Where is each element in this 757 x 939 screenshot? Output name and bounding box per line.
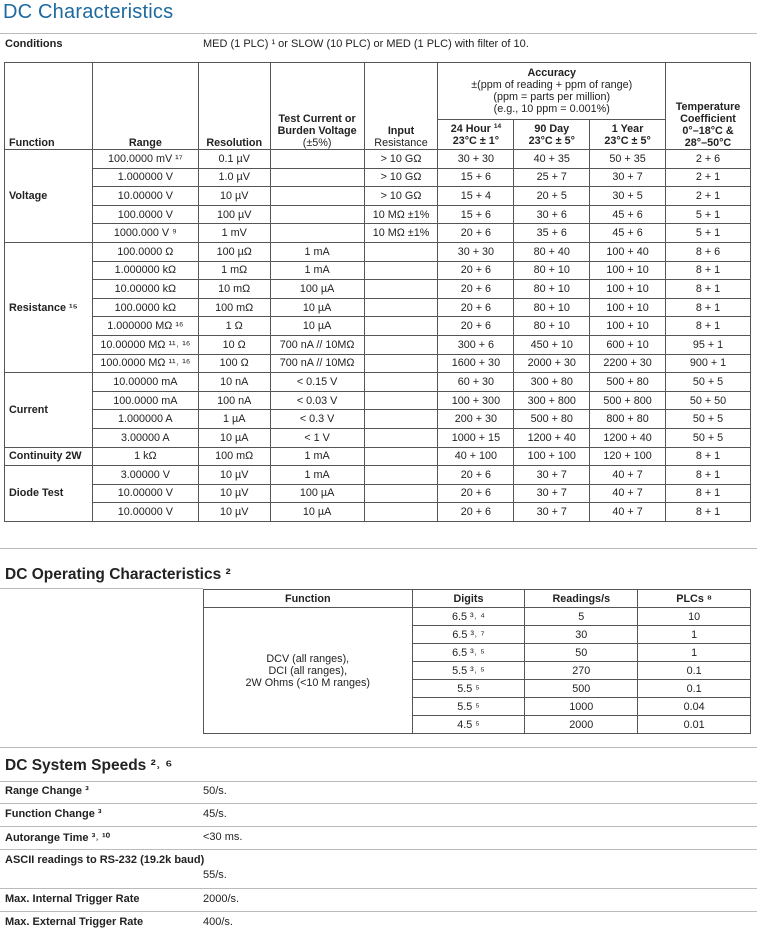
table-cell: 10.00000 V [92, 503, 198, 522]
table-cell: 10 MΩ ±1% [364, 205, 438, 224]
table-cell: 0.1 [638, 680, 751, 698]
table-cell [364, 317, 438, 336]
table-cell: 8 + 1 [666, 484, 751, 503]
function-cell: Resistance ¹⁵ [5, 242, 93, 372]
table-cell: 300 + 6 [438, 335, 514, 354]
table-cell: 10 µV [198, 484, 270, 503]
table-cell [364, 503, 438, 522]
table-cell: 50 [525, 644, 638, 662]
table-cell: 100 + 10 [590, 317, 666, 336]
table-cell: 50 + 35 [590, 150, 666, 169]
header-range: Range [92, 63, 198, 150]
speed-value: <30 ms. [203, 831, 243, 843]
divider [0, 849, 757, 850]
table-cell: 20 + 6 [438, 317, 514, 336]
table-cell: 15 + 6 [438, 205, 514, 224]
table-cell: 100 nA [198, 391, 270, 410]
table-row [5, 317, 751, 336]
table-cell: 900 + 1 [666, 354, 751, 373]
speed-label: Autorange Time ³˒ ¹⁰ [5, 832, 111, 844]
table-row [5, 335, 751, 354]
table-row [5, 242, 751, 261]
table-cell: 1000 [525, 698, 638, 716]
table-cell: 1 mΩ [198, 261, 270, 280]
table-cell: 100.0000 kΩ [92, 298, 198, 317]
table-cell: 10.00000 V [92, 484, 198, 503]
table-cell: 1 µA [198, 410, 270, 429]
conditions-value: MED (1 PLC) ¹ or SLOW (10 PLC) or MED (1 PLC) with filter of 10. [203, 38, 529, 50]
table-cell: 30 + 7 [514, 503, 590, 522]
table-cell: 200 + 30 [438, 410, 514, 429]
table-cell: 1 Ω [198, 317, 270, 336]
table-row [5, 280, 751, 299]
table-cell: 2000 [525, 716, 638, 734]
table-cell: 30 + 30 [438, 242, 514, 261]
table-cell [270, 224, 364, 243]
speed-label: Max. External Trigger Rate [5, 916, 144, 928]
speed-value: 400/s. [203, 916, 233, 928]
table-cell: 10 µV [198, 187, 270, 206]
table-row [5, 205, 751, 224]
table-cell: 30 + 7 [514, 466, 590, 485]
table-cell: 60 + 30 [438, 373, 514, 392]
table-cell: 100.0000 mV ¹⁷ [92, 150, 198, 169]
divider [0, 588, 203, 589]
table-cell [364, 466, 438, 485]
speed-label: Range Change ³ [5, 785, 89, 797]
table-row [5, 298, 751, 317]
table-cell: 100.0000 MΩ ¹¹˒ ¹⁶ [92, 354, 198, 373]
table-cell: 30 + 6 [514, 205, 590, 224]
table-row [204, 608, 751, 626]
table-cell: 80 + 10 [514, 317, 590, 336]
table-cell: 2200 + 30 [590, 354, 666, 373]
table-cell: 100 µA [270, 280, 364, 299]
table-cell: > 10 GΩ [364, 168, 438, 187]
table-cell: 100 Ω [198, 354, 270, 373]
table-cell: 800 + 80 [590, 410, 666, 429]
table-cell: 8 + 1 [666, 298, 751, 317]
table-cell: 80 + 10 [514, 280, 590, 299]
speed-label: Function Change ³ [5, 808, 102, 820]
table-cell: 8 + 1 [666, 317, 751, 336]
header-test-current: Test Current or Burden Voltage (±5%) [270, 63, 364, 150]
table-row [5, 466, 751, 485]
table-cell: 10 µA [270, 503, 364, 522]
table-cell: 35 + 6 [514, 224, 590, 243]
function-cell: Voltage [5, 150, 93, 243]
divider [0, 781, 757, 782]
table-cell: 10 µV [198, 503, 270, 522]
table-cell: 8 + 6 [666, 242, 751, 261]
table-cell: 1000 + 15 [438, 428, 514, 447]
table-cell: 600 + 10 [590, 335, 666, 354]
table-cell: 100 + 100 [514, 447, 590, 466]
table-cell: 1 mA [270, 261, 364, 280]
table-cell: 1 mA [270, 242, 364, 261]
table-cell: 40 + 35 [514, 150, 590, 169]
table-cell: 40 + 7 [590, 466, 666, 485]
table-cell: 20 + 6 [438, 224, 514, 243]
operating-body [204, 608, 751, 734]
table-cell: 100 mΩ [198, 447, 270, 466]
page-title: DC Characteristics [3, 1, 174, 23]
table-cell: 30 + 7 [590, 168, 666, 187]
table-cell: 1.000000 A [92, 410, 198, 429]
conditions-label: Conditions [5, 38, 63, 50]
table-row [5, 410, 751, 429]
table-cell: 1000.000 V ⁹ [92, 224, 198, 243]
table-cell: 3.00000 A [92, 428, 198, 447]
table-cell: 0.1 µV [198, 150, 270, 169]
table-cell [364, 391, 438, 410]
divider [0, 548, 757, 549]
table-cell: 10.00000 kΩ [92, 280, 198, 299]
table-cell: 2000 + 30 [514, 354, 590, 373]
table-cell: 30 + 5 [590, 187, 666, 206]
op-function-cell [204, 608, 413, 734]
table-cell: 100 µA [270, 484, 364, 503]
table-cell: 40 + 100 [438, 447, 514, 466]
table-row [5, 187, 751, 206]
table-cell: 100 mΩ [198, 298, 270, 317]
table-cell: 80 + 40 [514, 242, 590, 261]
header-function: Function [5, 63, 93, 150]
table-cell: 45 + 6 [590, 224, 666, 243]
header-1-year: 1 Year 23°C ± 5° [590, 120, 666, 150]
table-cell [270, 168, 364, 187]
table-cell [364, 354, 438, 373]
table-cell [364, 261, 438, 280]
table-cell: 20 + 6 [438, 466, 514, 485]
op-function-line: DCI (all ranges), [268, 664, 348, 677]
table-cell [364, 373, 438, 392]
table-cell: 700 nA // 10MΩ [270, 335, 364, 354]
table-cell: 20 + 6 [438, 484, 514, 503]
op-header-digits: Digits [412, 590, 525, 608]
table-cell: 40 + 7 [590, 503, 666, 522]
table-cell: 10 Ω [198, 335, 270, 354]
function-cell: Continuity 2W [5, 447, 93, 466]
speed-value: 55/s. [203, 869, 227, 881]
table-row [5, 447, 751, 466]
function-cell: Current [5, 373, 93, 447]
table-cell: 5.5 ³˒ ⁵ [412, 662, 525, 680]
table-cell: 3.00000 V [92, 466, 198, 485]
table-cell: 8 + 1 [666, 261, 751, 280]
table-cell: 100 + 40 [590, 242, 666, 261]
table-cell: 5.5 ⁵ [412, 698, 525, 716]
table-cell [364, 484, 438, 503]
table-cell: 10 [638, 608, 751, 626]
table-cell: 8 + 1 [666, 466, 751, 485]
header-accuracy: Accuracy ±(ppm of reading + ppm of range) (ppm = parts per million) (e.g., 10 ppm = 0.001%) [438, 63, 666, 120]
header-input-resistance: Input Resistance [364, 63, 438, 150]
table-cell: 1 mA [270, 447, 364, 466]
table-cell: 270 [525, 662, 638, 680]
table-row [5, 391, 751, 410]
divider [0, 803, 757, 804]
table-cell: 2 + 1 [666, 187, 751, 206]
table-cell: 100 + 10 [590, 298, 666, 317]
table-cell: 1.0 µV [198, 168, 270, 187]
table-cell: 40 + 7 [590, 484, 666, 503]
speed-value: 45/s. [203, 808, 227, 820]
table-cell: 1200 + 40 [514, 428, 590, 447]
table-cell: 8 + 1 [666, 503, 751, 522]
table-cell: 30 [525, 626, 638, 644]
speed-label: Max. Internal Trigger Rate [5, 893, 140, 905]
table-cell: 500 [525, 680, 638, 698]
speed-label: ASCII readings to RS-232 (19.2k baud) [5, 854, 205, 866]
table-cell [270, 205, 364, 224]
table-cell: 10.00000 MΩ ¹¹˒ ¹⁶ [92, 335, 198, 354]
divider [0, 747, 757, 748]
table-cell: > 10 GΩ [364, 150, 438, 169]
table-cell: 0.01 [638, 716, 751, 734]
dc-characteristics-table [4, 62, 751, 522]
table-cell: 20 + 6 [438, 280, 514, 299]
divider [0, 826, 757, 827]
table-cell: 8 + 1 [666, 447, 751, 466]
table-cell: 10 MΩ ±1% [364, 224, 438, 243]
table-cell: 50 + 5 [666, 428, 751, 447]
table-cell: 10 µV [198, 466, 270, 485]
table-cell: 50 + 5 [666, 373, 751, 392]
header-90-day: 90 Day 23°C ± 5° [514, 120, 590, 150]
operating-table [203, 589, 751, 734]
table-row [5, 150, 751, 169]
table-cell: 500 + 80 [514, 410, 590, 429]
table-cell: 8 + 1 [666, 280, 751, 299]
table-cell: 6.5 ³˒ ⁷ [412, 626, 525, 644]
table-cell: 20 + 5 [514, 187, 590, 206]
table-cell: 5.5 ⁵ [412, 680, 525, 698]
operating-title: DC Operating Characteristics ² [5, 566, 231, 583]
table-cell: 10 mΩ [198, 280, 270, 299]
speed-value: 50/s. [203, 785, 227, 797]
dc-characteristics-body [5, 150, 751, 522]
table-cell [364, 410, 438, 429]
table-cell: 300 + 800 [514, 391, 590, 410]
table-cell: 10.00000 V [92, 187, 198, 206]
header-24-hour: 24 Hour $^{14}$ 23°C ± 1° [438, 120, 514, 150]
table-cell: 20 + 6 [438, 503, 514, 522]
table-cell: 20 + 6 [438, 298, 514, 317]
table-cell: 1.000000 MΩ ¹⁶ [92, 317, 198, 336]
table-row [5, 428, 751, 447]
table-cell: 1 [638, 626, 751, 644]
table-cell: 95 + 1 [666, 335, 751, 354]
table-cell: 1.000000 kΩ [92, 261, 198, 280]
table-cell: 10 nA [198, 373, 270, 392]
divider [0, 888, 757, 889]
table-cell: 10 µA [198, 428, 270, 447]
table-cell: < 1 V [270, 428, 364, 447]
table-cell: 15 + 4 [438, 187, 514, 206]
table-cell: 30 + 30 [438, 150, 514, 169]
table-cell: 0.04 [638, 698, 751, 716]
table-cell: 25 + 7 [514, 168, 590, 187]
table-row [5, 484, 751, 503]
table-cell [364, 335, 438, 354]
table-cell: 100.0000 Ω [92, 242, 198, 261]
table-cell: 1200 + 40 [590, 428, 666, 447]
table-cell: 5 + 1 [666, 205, 751, 224]
table-cell: 2 + 6 [666, 150, 751, 169]
table-cell: 5 [525, 608, 638, 626]
table-row [5, 503, 751, 522]
table-row [5, 373, 751, 392]
table-cell: 100 µV [198, 205, 270, 224]
speed-value: 2000/s. [203, 893, 240, 905]
system-speeds-title: DC System Speeds ²˒ ⁶ [5, 757, 173, 774]
table-cell: 4.5 ⁵ [412, 716, 525, 734]
table-cell: 100.0000 V [92, 205, 198, 224]
table-cell: 300 + 80 [514, 373, 590, 392]
header-resolution: Resolution [198, 63, 270, 150]
table-cell: 30 + 7 [514, 484, 590, 503]
table-cell: 80 + 10 [514, 261, 590, 280]
table-row [5, 354, 751, 373]
table-cell: 10.00000 mA [92, 373, 198, 392]
table-cell: 45 + 6 [590, 205, 666, 224]
table-cell: 5 + 1 [666, 224, 751, 243]
op-function-line: 2W Ohms (<10 M ranges) [245, 676, 371, 689]
table-cell: 1.000000 V [92, 168, 198, 187]
table-cell [364, 428, 438, 447]
table-cell: 100 + 10 [590, 261, 666, 280]
table-cell [270, 187, 364, 206]
table-cell [270, 150, 364, 169]
table-cell: 1 mV [198, 224, 270, 243]
table-cell: 50 + 50 [666, 391, 751, 410]
table-cell: 15 + 6 [438, 168, 514, 187]
table-cell: < 0.15 V [270, 373, 364, 392]
table-cell [364, 280, 438, 299]
table-cell: 700 nA // 10MΩ [270, 354, 364, 373]
table-cell: > 10 GΩ [364, 187, 438, 206]
divider [0, 911, 757, 912]
table-cell: 80 + 10 [514, 298, 590, 317]
table-cell: 450 + 10 [514, 335, 590, 354]
table-cell: < 0.03 V [270, 391, 364, 410]
table-cell: 1 [638, 644, 751, 662]
table-cell: < 0.3 V [270, 410, 364, 429]
table-cell: 1 kΩ [92, 447, 198, 466]
table-cell: 1 mA [270, 466, 364, 485]
table-cell [364, 242, 438, 261]
table-row [5, 261, 751, 280]
table-cell [364, 447, 438, 466]
table-cell: 0.1 [638, 662, 751, 680]
table-cell: 6.5 ³˒ ⁵ [412, 644, 525, 662]
table-cell: 100.0000 mA [92, 391, 198, 410]
op-header-plcs: PLCs ⁸ [638, 590, 751, 608]
op-header-readings: Readings/s [525, 590, 638, 608]
table-cell: 2 + 1 [666, 168, 751, 187]
divider [0, 33, 757, 34]
op-function-line: DCV (all ranges), [266, 652, 350, 665]
table-cell: 10 µA [270, 317, 364, 336]
table-cell: 10 µA [270, 298, 364, 317]
table-cell [364, 298, 438, 317]
table-cell: 6.5 ³˒ ⁴ [412, 608, 525, 626]
table-cell: 20 + 6 [438, 261, 514, 280]
table-cell: 50 + 5 [666, 410, 751, 429]
header-temperature-coefficient: Temperature Coefficient 0°–18°C & 28°–50°C [666, 63, 751, 150]
table-cell: 1600 + 30 [438, 354, 514, 373]
function-cell: Diode Test [5, 466, 93, 522]
op-header-function: Function [204, 590, 413, 608]
table-cell: 100 + 300 [438, 391, 514, 410]
table-cell: 100 + 10 [590, 280, 666, 299]
table-cell: 100 µΩ [198, 242, 270, 261]
table-cell: 120 + 100 [590, 447, 666, 466]
table-row [5, 168, 751, 187]
table-cell: 500 + 80 [590, 373, 666, 392]
table-cell: 500 + 800 [590, 391, 666, 410]
table-row [5, 224, 751, 243]
